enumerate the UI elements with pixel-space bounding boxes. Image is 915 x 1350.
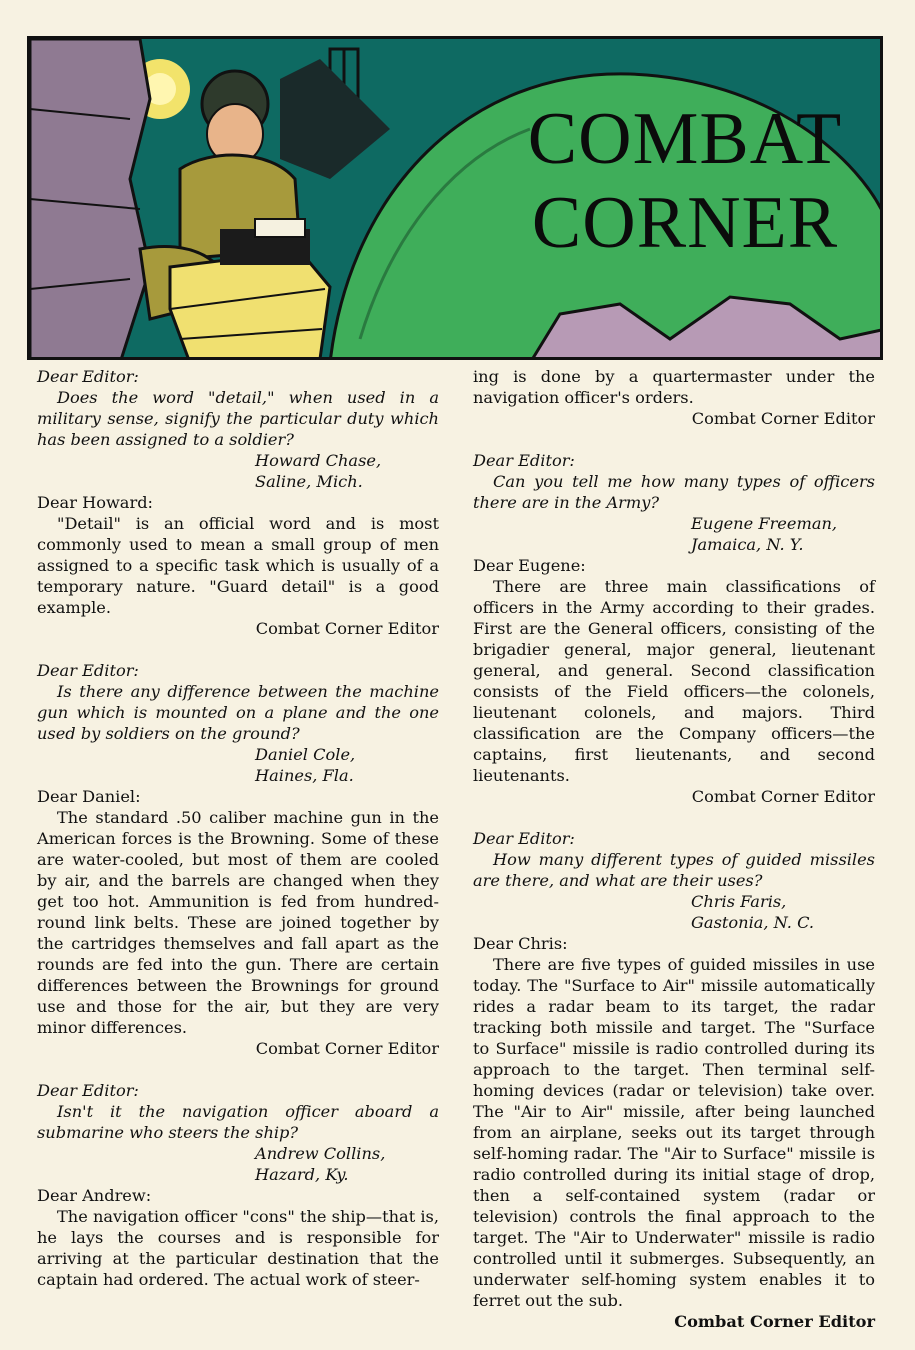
- letter-daniel: [37, 660, 439, 1059]
- editor-signature: Combat Corner Editor: [691, 409, 875, 428]
- letter-salutation: Dear Editor:: [37, 1081, 139, 1100]
- letter-salutation: Dear Editor:: [37, 367, 139, 386]
- reply-salutation: Dear Andrew:: [37, 1186, 152, 1205]
- editor-signature: Combat Corner Editor: [691, 787, 875, 806]
- letter-signer-name: Eugene Freeman,: [691, 514, 838, 533]
- letter-signer-place: Hazard, Ky.: [255, 1165, 349, 1184]
- letter-question: How many different types of guided missiles are there, and what are their uses?: [473, 850, 875, 890]
- letter-andrew: [37, 1080, 439, 1290]
- reply-continuation: ing is done by a quartermaster under the navigation officer's orders.: [473, 367, 875, 407]
- letter-question: Isn't it the navigation officer aboard a submarine who steers the ship?: [37, 1102, 439, 1142]
- editor-signature: Combat Corner Editor: [674, 1312, 875, 1331]
- letter-question: Can you tell me how many types of officers there are in the Army?: [473, 472, 875, 512]
- letter-eugene: [473, 450, 875, 807]
- letter-signer-name: Chris Faris,: [691, 892, 787, 911]
- letter-signer-place: Saline, Mich.: [255, 472, 363, 491]
- banner-title-line1: COMBAT: [527, 98, 843, 180]
- left-column: [37, 366, 439, 1290]
- banner-title-line2: CORNER: [531, 182, 839, 264]
- letter-signer-place: Jamaica, N. Y.: [691, 535, 804, 554]
- letter-signer-name: Andrew Collins,: [255, 1144, 386, 1163]
- letter-signer-name: Daniel Cole,: [255, 745, 356, 764]
- editor-signature: Combat Corner Editor: [255, 1039, 439, 1058]
- letter-chris: [473, 828, 875, 1332]
- reply-salutation: Dear Daniel:: [37, 787, 141, 806]
- reply-text: "Detail" is an official word and is most commonly used to mean a small group of men assigned to a specific task which is usually of a temporary nature. "Guard detail" is a good example.: [37, 514, 439, 617]
- reply-text: There are five types of guided missiles in use today. The "Surface to Air" missile automatically rides a radar beam to its target, the radar tracking both missile and target. The "Surface to Surface" missile is radio controlled during its approach to the target. Then terminal self-homing devices (radar or television) take over. The "Air to Air" missile, after being launched from an airplane, seeks out its target through self-homing radar. The "Air to Surface" missile is radio controlled during its initial stage of drop, then a self-contained system (radar or television) controls the final approach to the target. The "Air to Underwater" missile is radio controlled until it submerges. Subsequently, an underwater self-homing system enables it to ferret out the sub.: [473, 955, 875, 1310]
- letter-salutation: Dear Editor:: [473, 829, 575, 848]
- right-column: [473, 366, 875, 1332]
- reply-salutation: Dear Howard:: [37, 493, 154, 512]
- reply-text: The standard .50 caliber machine gun in the American forces is the Browning. Some of these are water-cooled, but most of them are cooled by air, and the barrels are changed when they get too hot. Ammunition is fed from hundred-round link belts. These are joined together by the cartridges themselves and fall apart as the rounds are fed into the gun. There are certain differences between the Brownings for ground use and those for the air, but they are very minor differences.: [37, 808, 439, 1037]
- reply-text: There are three main classifications of officers in the Army according to their grades. First are the General officers, consisting of the brigadier general, major general, lieutenant general, and general. Second classification consists of the Field officers—the colonels, lieutenant colonels, and majors. Third classification are the Company officers—the captains, first lieutenants, and second lieutenants.: [473, 577, 875, 785]
- letter-howard: [37, 366, 439, 639]
- header-illustration: [27, 36, 883, 360]
- reply-text: The navigation officer "cons" the ship—that is, he lays the courses and is responsible for arriving at the particular destination that the captain had ordered. The actual work of steer-: [37, 1207, 439, 1289]
- letter-signer-place: Haines, Fla.: [255, 766, 354, 785]
- reply-salutation: Dear Chris:: [473, 934, 568, 953]
- letter-salutation: Dear Editor:: [473, 451, 575, 470]
- letter-salutation: Dear Editor:: [37, 661, 139, 680]
- letter-question: Does the word "detail," when used in a military sense, signify the particular duty which has been assigned to a soldier?: [37, 388, 439, 449]
- letter-question: Is there any difference between the machine gun which is mounted on a plane and the one used by soldiers on the ground?: [37, 682, 439, 743]
- reply-salutation: Dear Eugene:: [473, 556, 586, 575]
- letter-signer-place: Gastonia, N. C.: [691, 913, 815, 932]
- letter-signer-name: Howard Chase,: [255, 451, 382, 470]
- editor-signature: Combat Corner Editor: [255, 619, 439, 638]
- banner-title: [500, 97, 870, 265]
